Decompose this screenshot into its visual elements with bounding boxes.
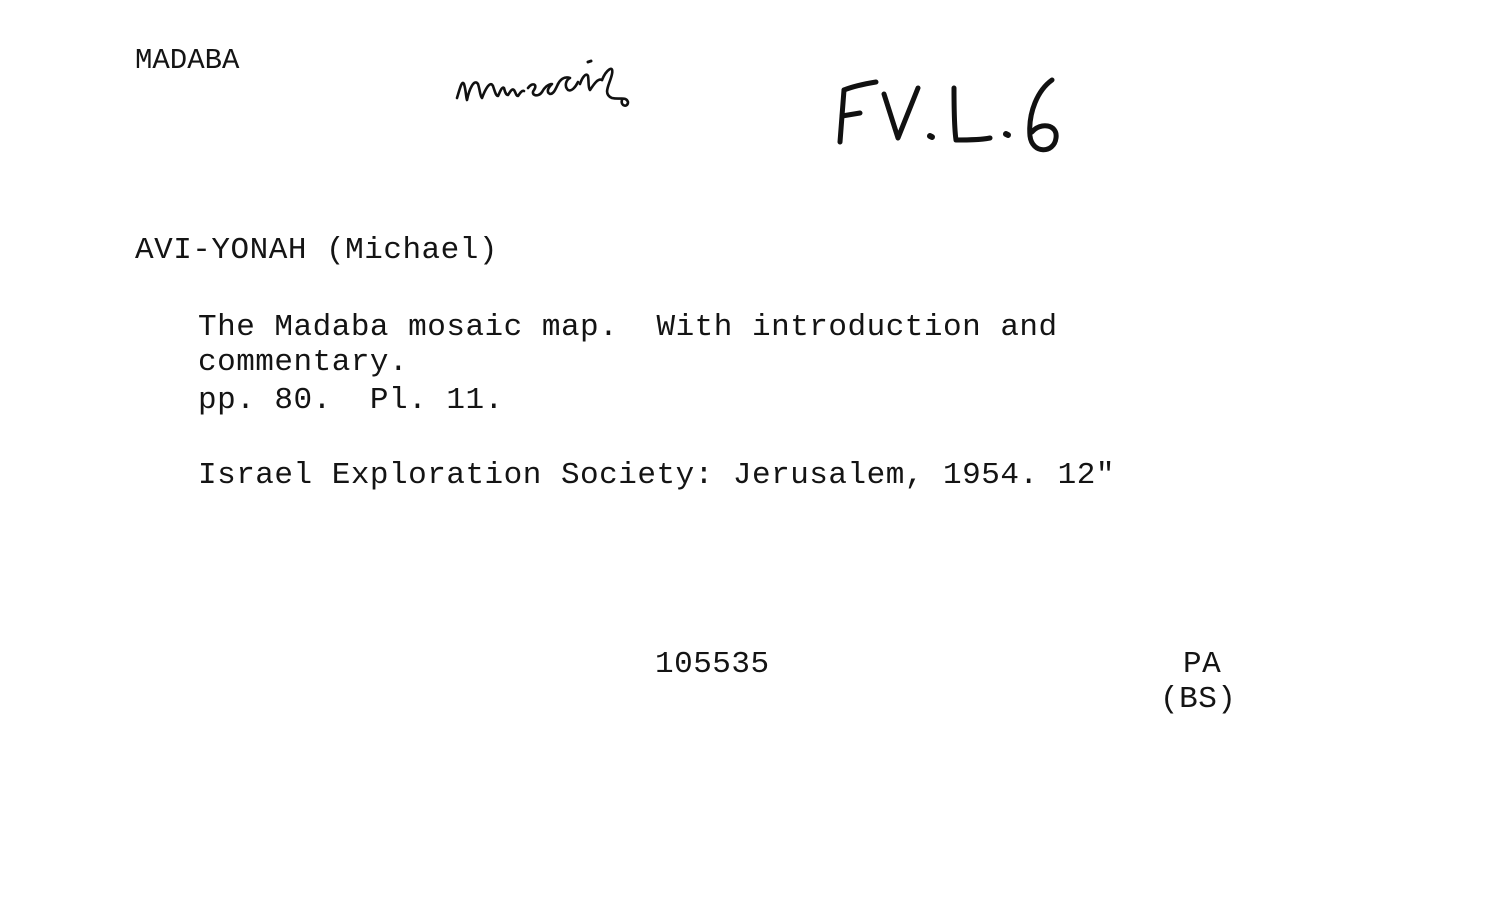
imprint-line: Israel Exploration Society: Jerusalem, 1954. 12" bbox=[198, 458, 1115, 493]
accession-number: 105535 bbox=[655, 647, 770, 682]
subject-heading: MADABA bbox=[135, 44, 240, 77]
handwritten-missing-note bbox=[452, 40, 667, 110]
title-line-2: commentary. bbox=[198, 345, 409, 380]
handwritten-shelfmark bbox=[830, 70, 1080, 165]
author-heading: AVI-YONAH (Michael) bbox=[135, 233, 498, 268]
location-subcode: (BS) bbox=[1160, 682, 1237, 717]
location-code: PA bbox=[1183, 647, 1222, 682]
collation-line: pp. 80. Pl. 11. bbox=[198, 383, 504, 418]
title-line-1: The Madaba mosaic map. With introduction and bbox=[198, 310, 1058, 345]
